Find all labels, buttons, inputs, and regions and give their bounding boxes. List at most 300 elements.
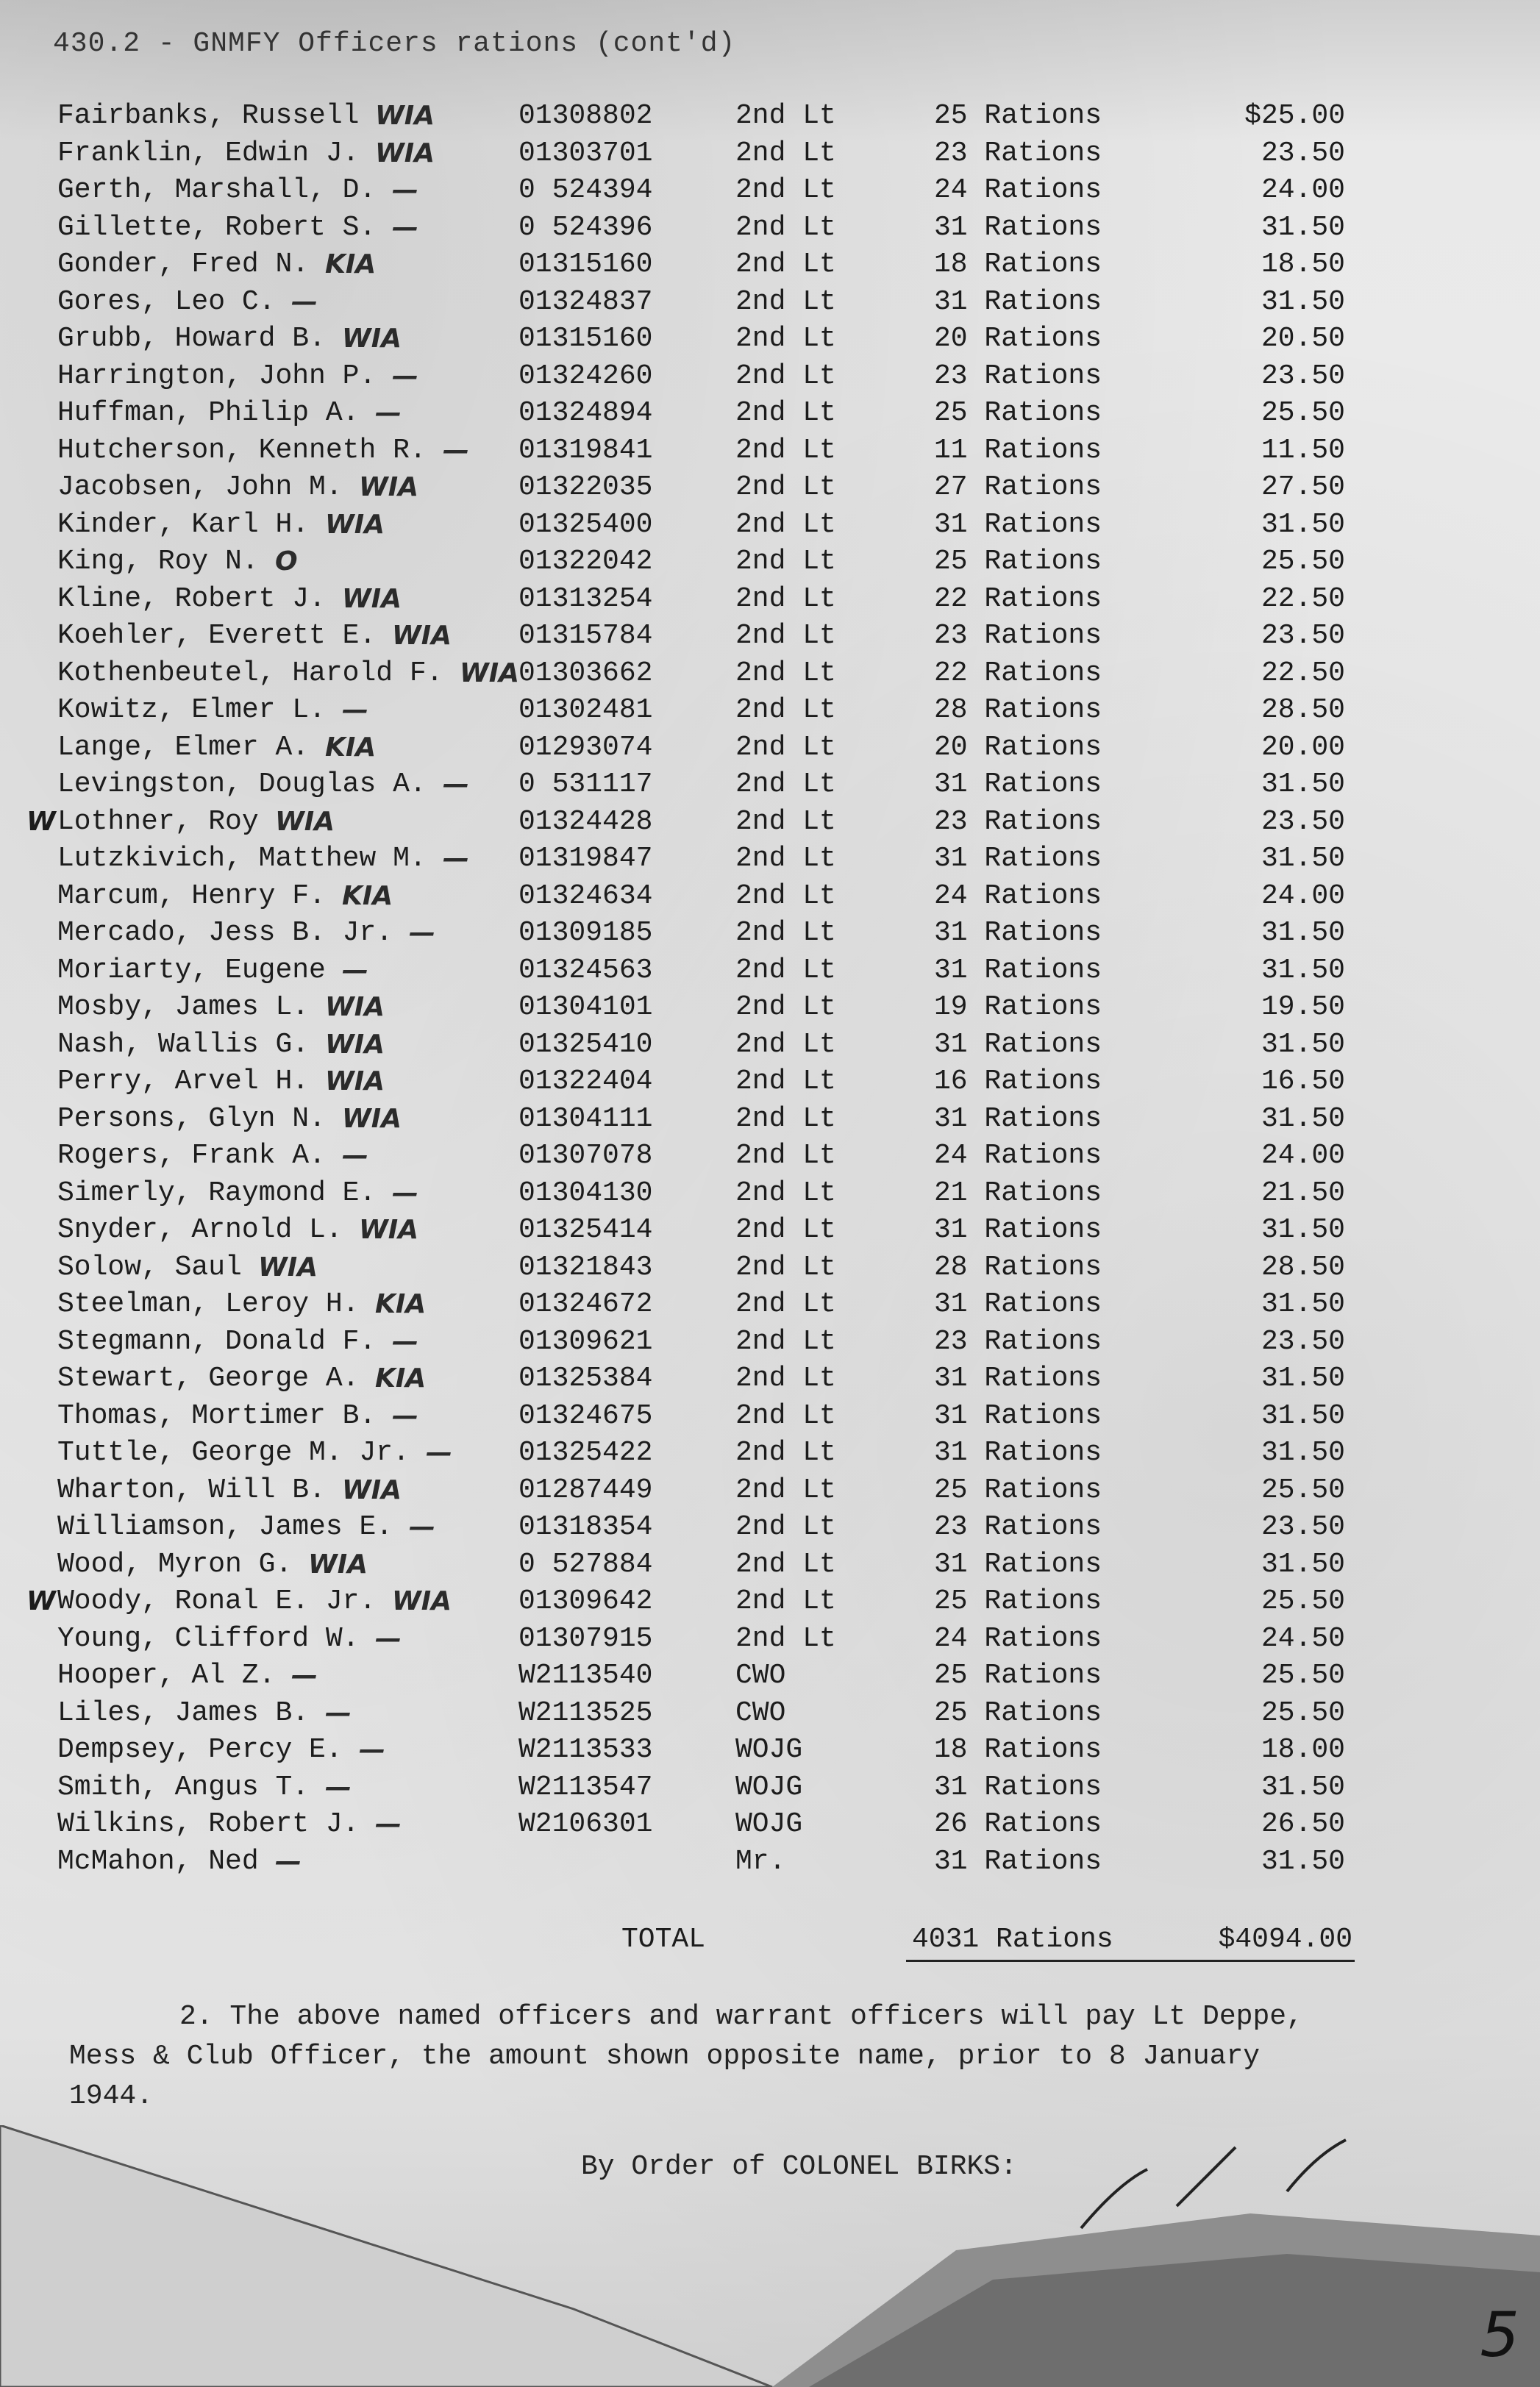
officer-name: Wood, Myron G. [57,1548,293,1580]
serial-number: 01324837 [518,285,653,318]
handwritten-left-mark: W [26,806,56,837]
handwritten-status-mark: — [342,955,368,985]
rations-count: 23 Rations [934,805,1102,838]
table-row [0,1398,1540,1435]
handwritten-status-mark: WIA [375,101,435,131]
officer-name: Fairbanks, Russell [57,100,360,132]
rations-count: 23 Rations [934,137,1102,169]
serial-number: 01325400 [518,508,653,540]
handwritten-status-mark: KIA [375,1363,427,1394]
rations-count: 27 Rations [934,471,1102,503]
serial-number: 01293074 [518,731,653,763]
table-row [0,135,1540,172]
officer-name: Gillette, Robert S. [57,211,377,243]
handwritten-status-mark: WIA [325,992,385,1022]
rank: 2nd Lt [735,954,836,986]
officer-name: Huffman, Philip A. [57,397,360,429]
amount: 26.50 [1261,1808,1345,1840]
page-number: 5 [1480,2299,1519,2371]
amount: 24.00 [1261,174,1345,206]
table-row [0,1658,1540,1694]
officer-name: King, Roy N. [57,546,259,577]
amount: 19.50 [1261,991,1345,1023]
rank: 2nd Lt [735,1399,836,1432]
serial-number: 0 527884 [518,1548,653,1580]
handwritten-status-mark: KIA [325,249,377,279]
handwritten-left-mark: W [26,1586,56,1616]
handwritten-status-mark: WIA [359,472,418,502]
officer-name: Kowitz, Elmer L. [57,694,326,726]
officer-name: Perry, Arvel H. [57,1066,310,1097]
amount: 24.00 [1261,879,1345,912]
rank: 2nd Lt [735,1102,836,1135]
table-row [0,1583,1540,1620]
rank: 2nd Lt [735,1214,836,1246]
table-row [0,1286,1540,1323]
total-rations: 4031 Rations [912,1924,1113,1955]
amount: 22.50 [1261,582,1345,615]
handwritten-status-mark: WIA [359,1215,418,1245]
rations-count: 31 Rations [934,1399,1102,1432]
rations-count: 24 Rations [934,1622,1102,1655]
total-label: TOTAL [621,1924,706,1955]
serial-number: 01315784 [518,620,653,652]
handwritten-status-mark: WIA [392,621,452,651]
order-line: By Order of COLONEL BIRKS: [581,2151,1017,2183]
table-row [0,432,1540,469]
rank: 2nd Lt [735,211,836,243]
handwritten-status-mark: — [443,843,469,874]
serial-number: 01319847 [518,843,653,874]
officer-name: Persons, Glyn N. [57,1102,326,1135]
rations-count: 31 Rations [934,1771,1102,1803]
table-row [0,655,1540,692]
officer-name: Simerly, Raymond E. [57,1177,377,1209]
rank: 2nd Lt [735,285,836,318]
officer-name: Mercado, Jess B. Jr. [57,917,393,949]
rations-count: 23 Rations [934,620,1102,652]
officer-name: Dempsey, Percy E. [57,1734,343,1766]
handwritten-status-mark: — [409,918,435,948]
handwritten-status-mark: — [426,1438,452,1468]
handwritten-status-mark: WIA [275,806,335,837]
amount: 16.50 [1261,1066,1345,1097]
rank: 2nd Lt [735,546,836,577]
rations-count: 28 Rations [934,694,1102,726]
amount: 21.50 [1261,1177,1345,1209]
serial-number: 01307078 [518,1140,653,1171]
handwritten-status-mark: WIA [308,1549,368,1580]
officer-name: Thomas, Mortimer B. [57,1399,377,1432]
rank: WOJG [735,1771,803,1803]
amount: 31.50 [1261,768,1345,800]
handwritten-status-mark: WIA [392,1586,452,1616]
total-amount: $4094.00 [1218,1924,1352,1955]
serial-number: 01325422 [518,1437,653,1469]
rank: WOJG [735,1808,803,1840]
amount: 31.50 [1261,1845,1345,1877]
rations-count: 31 Rations [934,285,1102,318]
officer-name: Young, Clifford W. [57,1622,360,1655]
serial-number: 01309621 [518,1325,653,1357]
table-row [0,952,1540,989]
amount: 31.50 [1261,1771,1345,1803]
amount: 23.50 [1261,805,1345,838]
rations-count: 31 Rations [934,843,1102,874]
amount: 25.50 [1261,1474,1345,1506]
handwritten-status-mark: — [342,1141,368,1171]
payment-paragraph-text: 2. The above named officers and warrant officers will pay Lt Deppe, Mess & Club Officer, the amount shown opposite name, prior to 8 January 1944. [69,2001,1303,2112]
serial-number: 01321843 [518,1251,653,1283]
table-row [0,172,1540,209]
officer-name: Marcum, Henry F. [57,879,326,912]
serial-number: 01304130 [518,1177,653,1209]
rations-count: 31 Rations [934,1548,1102,1580]
rank: 2nd Lt [735,991,836,1023]
handwritten-status-mark: KIA [342,880,393,911]
table-row [0,1472,1540,1509]
payment-paragraph [69,1997,1334,2116]
amount: 31.50 [1261,1288,1345,1320]
amount: 31.50 [1261,1214,1345,1246]
rations-count: 31 Rations [934,768,1102,800]
rank: 2nd Lt [735,768,836,800]
table-row [0,321,1540,357]
handwritten-status-mark: WIA [325,1029,385,1060]
table-row [0,1138,1540,1174]
table-row [0,1732,1540,1769]
table-row [0,210,1540,246]
handwritten-status-mark: — [375,1623,402,1654]
serial-number: 0 531117 [518,768,653,800]
amount: 18.50 [1261,249,1345,280]
handwritten-status-mark: WIA [460,657,519,688]
serial-number: 01309185 [518,917,653,949]
serial-number: 01302481 [518,694,653,726]
table-row [0,1621,1540,1658]
rank: 2nd Lt [735,731,836,763]
table-row [0,729,1540,766]
amount: 31.50 [1261,954,1345,986]
officer-name: Woody, Ronal E. Jr. [57,1585,377,1617]
officer-name: Grubb, Howard B. [57,323,326,354]
serial-number: 0 524394 [518,174,653,206]
serial-number: 01322404 [518,1066,653,1097]
table-row [0,1695,1540,1732]
officer-name: Harrington, John P. [57,360,377,392]
rank: CWO [735,1696,786,1729]
handwritten-status-mark: WIA [342,1474,402,1505]
handwritten-status-mark: — [375,398,402,428]
officer-name: Kline, Robert J. [57,582,326,615]
rations-count: 24 Rations [934,174,1102,206]
serial-number: 01309642 [518,1585,653,1617]
amount: 31.50 [1261,1028,1345,1060]
serial-number: 01322042 [518,546,653,577]
rations-count: 19 Rations [934,991,1102,1023]
officer-name: Solow, Saul [57,1251,242,1283]
rank: 2nd Lt [735,249,836,280]
rations-count: 31 Rations [934,954,1102,986]
officer-name: Tuttle, George M. Jr. [57,1437,410,1469]
amount: 27.50 [1261,471,1345,503]
officer-name: Wharton, Will B. [57,1474,326,1506]
amount: 31.50 [1261,843,1345,874]
rank: 2nd Lt [735,1474,836,1506]
table-row [0,989,1540,1026]
amount: 31.50 [1261,1437,1345,1469]
officer-name: Levingston, Douglas A. [57,768,427,800]
officer-name: Gonder, Fred N. [57,249,310,280]
total-row [0,1919,1540,1960]
rank: 2nd Lt [735,1177,836,1209]
handwritten-status-mark: — [291,286,318,317]
table-row [0,98,1540,135]
table-row [0,581,1540,618]
officer-name: Lange, Elmer A. [57,731,310,763]
serial-number: 01287449 [518,1474,653,1506]
table-row [0,878,1540,915]
table-row [0,1360,1540,1397]
table-row [0,246,1540,283]
officer-name: Stegmann, Donald F. [57,1325,377,1357]
rations-count: 24 Rations [934,879,1102,912]
rank: 2nd Lt [735,1140,836,1171]
amount: 20.50 [1261,323,1345,354]
officer-name: Kinder, Karl H. [57,508,310,540]
rank: 2nd Lt [735,1325,836,1357]
serial-number: 01324634 [518,879,653,912]
table-row [0,284,1540,321]
handwritten-status-mark: WIA [342,324,402,354]
amount: 31.50 [1261,1102,1345,1135]
rations-count: 23 Rations [934,360,1102,392]
amount: 23.50 [1261,620,1345,652]
serial-number: 01324675 [518,1399,653,1432]
serial-number: 01324260 [518,360,653,392]
table-row [0,915,1540,952]
rations-count: 31 Rations [934,1102,1102,1135]
officer-name: Gores, Leo C. [57,285,276,318]
rations-count: 25 Rations [934,397,1102,429]
rations-count: 25 Rations [934,1474,1102,1506]
amount: 23.50 [1261,1511,1345,1543]
folded-corner [0,2125,1540,2387]
amount: 31.50 [1261,1548,1345,1580]
rations-count: 31 Rations [934,1028,1102,1060]
handwritten-status-mark: KIA [375,1289,427,1319]
amount: 25.50 [1261,1696,1345,1729]
amount: 31.50 [1261,1399,1345,1432]
rank: 2nd Lt [735,100,836,132]
officer-name: Gerth, Marshall, D. [57,174,377,206]
rank: 2nd Lt [735,1363,836,1394]
rank: 2nd Lt [735,879,836,912]
rank: 2nd Lt [735,1585,836,1617]
serial-number: 01324563 [518,954,653,986]
handwritten-status-mark: WIA [258,1252,318,1282]
rations-count: 31 Rations [934,917,1102,949]
rations-count: 26 Rations [934,1808,1102,1840]
handwritten-status-mark: — [325,1697,352,1728]
rank: Mr. [735,1845,786,1877]
serial-number: 01308802 [518,100,653,132]
serial-number: 01324894 [518,397,653,429]
handwritten-status-mark: — [325,1771,352,1802]
rations-count: 31 Rations [934,1288,1102,1320]
handwritten-status-mark: WIA [375,138,435,168]
rations-count: 21 Rations [934,1177,1102,1209]
rank: 2nd Lt [735,434,836,466]
handwritten-status-mark: — [409,1512,435,1542]
handwritten-status-mark: — [392,212,418,243]
handwritten-status-mark: KIA [325,732,377,763]
rank: 2nd Lt [735,1437,836,1469]
rank: 2nd Lt [735,1251,836,1283]
serial-number: 01318354 [518,1511,653,1543]
rations-count: 23 Rations [934,1511,1102,1543]
rations-count: 11 Rations [934,434,1102,466]
rations-count: 22 Rations [934,582,1102,615]
serial-number: 01307915 [518,1622,653,1655]
table-row [0,358,1540,395]
serial-number: 01315160 [518,249,653,280]
rations-count: 18 Rations [934,249,1102,280]
officer-name: Hutcherson, Kenneth R. [57,434,427,466]
officer-name: Mosby, James L. [57,991,310,1023]
rank: 2nd Lt [735,694,836,726]
rations-count: 31 Rations [934,1437,1102,1469]
table-row [0,692,1540,729]
serial-number: 01313254 [518,582,653,615]
officer-name: Wilkins, Robert J. [57,1808,360,1840]
serial-number: 01322035 [518,471,653,503]
table-row [0,1324,1540,1360]
serial-number: 01324672 [518,1288,653,1320]
rations-count: 25 Rations [934,1696,1102,1729]
rank: 2nd Lt [735,360,836,392]
handwritten-status-mark: — [275,1846,302,1877]
amount: 31.50 [1261,285,1345,318]
rank: CWO [735,1660,786,1691]
serial-number: W2113540 [518,1660,653,1691]
amount: 25.50 [1261,397,1345,429]
rations-count: 25 Rations [934,546,1102,577]
amount: 23.50 [1261,360,1345,392]
serial-number: 01324428 [518,805,653,838]
rations-count: 18 Rations [934,1734,1102,1766]
rank: 2nd Lt [735,657,836,689]
table-row [0,804,1540,841]
handwritten-status-mark: WIA [325,509,385,540]
rank: 2nd Lt [735,805,836,838]
officer-name: McMahon, Ned [57,1845,259,1877]
amount: 25.50 [1261,1660,1345,1691]
rations-count: 31 Rations [934,1214,1102,1246]
handwritten-status-mark: — [342,695,368,725]
officer-name: Nash, Wallis G. [57,1028,310,1060]
serial-number: W2106301 [518,1808,653,1840]
table-row [0,1435,1540,1471]
amount: 28.50 [1261,1251,1345,1283]
serial-number: 01325414 [518,1214,653,1246]
amount: 25.50 [1261,1585,1345,1617]
handwritten-status-mark: WIA [342,583,402,614]
rank: 2nd Lt [735,1548,836,1580]
serial-number: W2113547 [518,1771,653,1803]
rank: 2nd Lt [735,508,836,540]
amount: 31.50 [1261,917,1345,949]
handwritten-status-mark: O [275,546,298,577]
table-row [0,1101,1540,1138]
rank: 2nd Lt [735,917,836,949]
serial-number: 0 524396 [518,211,653,243]
rations-count: 16 Rations [934,1066,1102,1097]
rank: WOJG [735,1734,803,1766]
table-row [0,507,1540,543]
amount: 11.50 [1261,434,1345,466]
rank: 2nd Lt [735,843,836,874]
rank: 2nd Lt [735,1288,836,1320]
table-row [0,543,1540,580]
handwritten-status-mark: — [443,769,469,799]
handwritten-status-mark: — [392,1400,418,1431]
rations-count: 31 Rations [934,1363,1102,1394]
handwritten-status-mark: WIA [325,1066,385,1096]
table-row [0,1212,1540,1249]
handwritten-status-mark: — [443,435,469,465]
table-row [0,1509,1540,1546]
amount: 23.50 [1261,1325,1345,1357]
amount: 20.00 [1261,731,1345,763]
table-row [0,1806,1540,1843]
officer-name: Lutzkivich, Matthew M. [57,843,427,874]
table-row [0,841,1540,877]
officer-name: Moriarty, Eugene [57,954,326,986]
rations-count: 31 Rations [934,211,1102,243]
amount: 31.50 [1261,508,1345,540]
amount: 18.00 [1261,1734,1345,1766]
rations-count: 22 Rations [934,657,1102,689]
table-row [0,1063,1540,1100]
amount: $25.00 [1244,100,1345,132]
officer-name: Franklin, Edwin J. [57,137,360,169]
serial-number: 01303701 [518,137,653,169]
table-row [0,1027,1540,1063]
rations-count: 24 Rations [934,1140,1102,1171]
serial-number: W2113525 [518,1696,653,1729]
officer-name: Rogers, Frank A. [57,1140,326,1171]
total-underline [906,1960,1355,1962]
handwritten-status-mark: — [359,1735,385,1765]
handwritten-status-mark: — [392,360,418,391]
rank: 2nd Lt [735,137,836,169]
handwritten-status-mark: — [291,1660,318,1691]
rations-count: 31 Rations [934,1845,1102,1877]
handwritten-status-mark: — [392,175,418,205]
officer-name: Koehler, Everett E. [57,620,377,652]
rations-count: 28 Rations [934,1251,1102,1283]
handwritten-status-mark: — [392,1326,418,1357]
amount: 25.50 [1261,546,1345,577]
serial-number: 01325410 [518,1028,653,1060]
officer-name: Hooper, Al Z. [57,1660,276,1691]
serial-number: 01315160 [518,323,653,354]
amount: 28.50 [1261,694,1345,726]
handwritten-status-mark: — [375,1809,402,1839]
handwritten-status-mark: — [392,1177,418,1208]
rations-count: 25 Rations [934,100,1102,132]
